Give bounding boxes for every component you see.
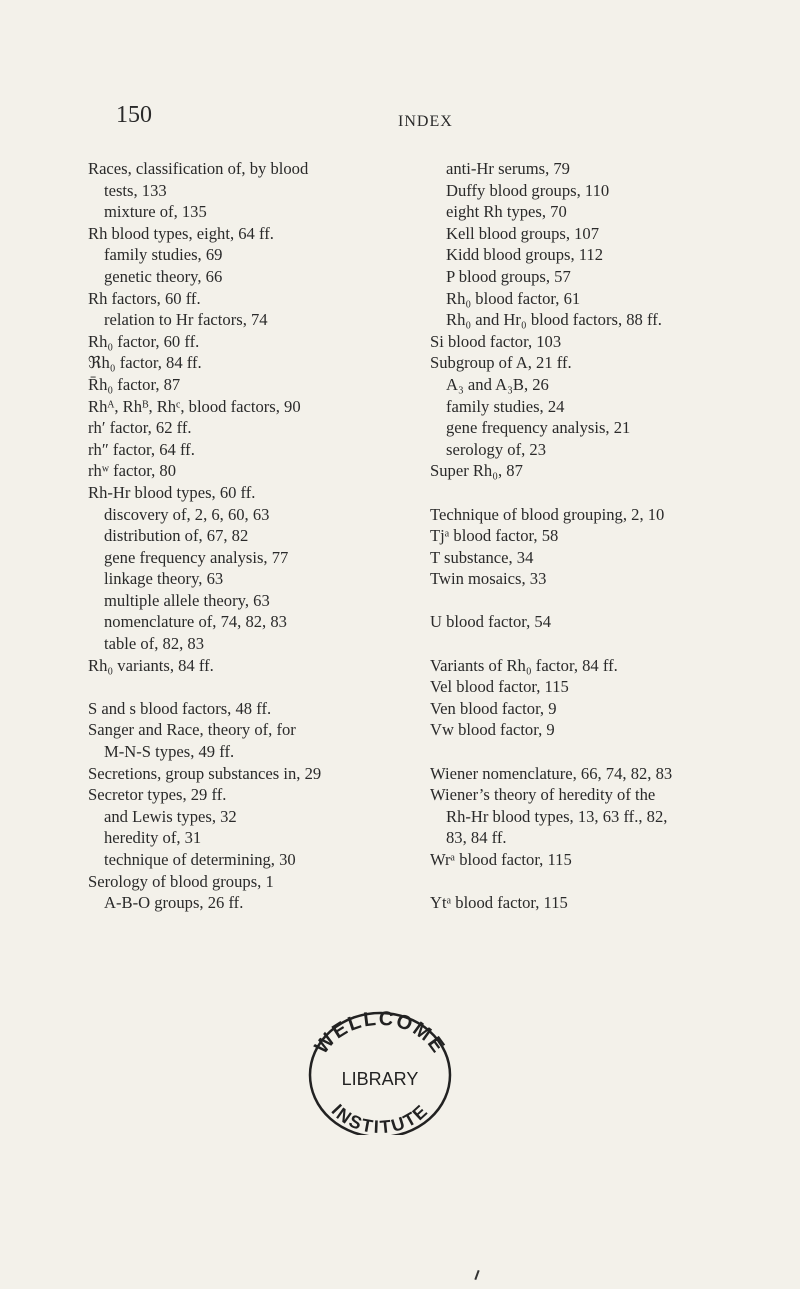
index-subentry: family studies, 24 xyxy=(446,396,565,416)
index-entry: Secretions, group substances in, 29 xyxy=(88,763,322,783)
entry-spacer xyxy=(430,590,770,612)
index-subentry: A-B-O groups, 26 ff. xyxy=(104,893,244,913)
index-entry: T substance, 34 xyxy=(430,547,534,567)
index-entry: U blood factor, 54 xyxy=(430,612,551,632)
index-subentry: Rh₀ blood factor, 61 xyxy=(446,288,581,308)
index-entry: Rh-Hr blood types, 13, 63 ff., 82, xyxy=(446,806,668,826)
stamp-top-text: WELLCOME xyxy=(310,1007,450,1059)
index-entry: Rh₀ factor, 60 ff. xyxy=(88,331,200,351)
index-subentry: discovery of, 2, 6, 60, 63 xyxy=(104,504,270,524)
index-subentry: mixture of, 135 xyxy=(104,202,207,222)
index-column-right xyxy=(430,158,770,914)
index-subentry: A₃ and A₃B, 26 xyxy=(446,374,549,394)
index-subentry: Kell blood groups, 107 xyxy=(446,223,600,243)
index-entry: rh″ factor, 64 ff. xyxy=(88,439,195,459)
index-entry: Variants of Rh₀ factor, 84 ff. xyxy=(430,655,618,675)
index-subentry: anti-Hr serums, 79 xyxy=(446,159,570,178)
index-entry: Rh blood types, eight, 64 ff. xyxy=(88,223,274,243)
index-entry: Subgroup of A, 21 ff. xyxy=(430,353,572,373)
index-entry: ℜh₀ factor, 84 ff. xyxy=(88,353,202,373)
index-subentry: Rh₀ and Hr₀ blood factors, 88 ff. xyxy=(446,310,662,330)
index-subentry: multiple allele theory, 63 xyxy=(104,590,270,610)
index-subentry: eight Rh types, 70 xyxy=(446,202,567,222)
index-entry: Wiener’s theory of heredity of the xyxy=(430,785,656,805)
entry-spacer xyxy=(430,482,770,504)
index-entry: Sanger and Race, theory of, for xyxy=(88,720,296,740)
index-subentry: linkage theory, 63 xyxy=(104,569,224,589)
index-entry: R̄h₀ factor, 87 xyxy=(88,374,181,394)
index-subentry: and Lewis types, 32 xyxy=(104,806,237,826)
index-entry: Ytᵃ blood factor, 115 xyxy=(430,893,568,913)
ink-mark xyxy=(474,1270,479,1280)
entry-spacer xyxy=(88,676,418,698)
index-entry: rh′ factor, 62 ff. xyxy=(88,418,192,438)
stamp-middle-text: LIBRARY xyxy=(341,1069,419,1089)
index-entry: 83, 84 ff. xyxy=(446,828,507,848)
index-entry: tests, 133 xyxy=(104,180,167,200)
index-entry: Rhᴬ, Rhᴮ, Rhᶜ, blood factors, 90 xyxy=(88,396,301,416)
index-subentry: table of, 82, 83 xyxy=(104,634,205,654)
index-entry: rhʷ factor, 80 xyxy=(88,461,176,481)
index-subentry: Duffy blood groups, 110 xyxy=(446,180,610,200)
index-entry: Tjᵃ blood factor, 58 xyxy=(430,526,559,546)
index-entry: Races, classification of, by blood xyxy=(88,159,309,178)
library-stamp xyxy=(290,1005,470,1135)
index-entry: Wiener nomenclature, 66, 74, 82, 83 xyxy=(430,763,673,783)
index-entry: Technique of blood grouping, 2, 10 xyxy=(430,504,665,524)
entry-spacer xyxy=(430,871,770,893)
index-subentry: family studies, 69 xyxy=(104,245,223,265)
entry-spacer xyxy=(430,741,770,763)
index-entry: S and s blood factors, 48 ff. xyxy=(88,698,272,718)
index-entry: Si blood factor, 103 xyxy=(430,331,562,351)
index-subentry: gene frequency analysis, 21 xyxy=(446,418,631,438)
index-entry: Twin mosaics, 33 xyxy=(430,569,547,589)
index-subentry: distribution of, 67, 82 xyxy=(104,526,249,546)
index-entry: M-N-S types, 49 ff. xyxy=(104,742,235,762)
index-subentry: serology of, 23 xyxy=(446,439,547,459)
entry-spacer xyxy=(430,633,770,655)
index-entry: Vw blood factor, 9 xyxy=(430,720,555,740)
stamp-bottom-text: INSTITUTE xyxy=(327,1099,433,1135)
index-entry: Super Rh₀, 87 xyxy=(430,461,523,481)
index-subentry: heredity of, 31 xyxy=(104,828,202,848)
index-entry: Secretor types, 29 ff. xyxy=(88,785,227,805)
index-entry: Rh factors, 60 ff. xyxy=(88,288,201,308)
index-subentry: Kidd blood groups, 112 xyxy=(446,245,604,265)
index-subentry: technique of determining, 30 xyxy=(104,850,296,869)
index-subentry: genetic theory, 66 xyxy=(104,266,223,286)
index-entry: Rh-Hr blood types, 60 ff. xyxy=(88,482,256,502)
index-subentry: P blood groups, 57 xyxy=(446,266,571,286)
index-column-left xyxy=(88,158,418,914)
index-entry: Vel blood factor, 115 xyxy=(430,677,569,697)
index-entry: Wrᵃ blood factor, 115 xyxy=(430,850,572,869)
page-title: INDEX xyxy=(398,113,453,130)
index-entry: Rh₀ variants, 84 ff. xyxy=(88,655,214,675)
index-entry: Serology of blood groups, 1 xyxy=(88,871,274,891)
index-subentry: relation to Hr factors, 74 xyxy=(104,310,268,330)
index-entry: Ven blood factor, 9 xyxy=(430,698,557,718)
index-subentry: gene frequency analysis, 77 xyxy=(104,547,289,567)
page-number: 150 xyxy=(116,102,152,128)
index-subentry: nomenclature of, 74, 82, 83 xyxy=(104,612,287,632)
